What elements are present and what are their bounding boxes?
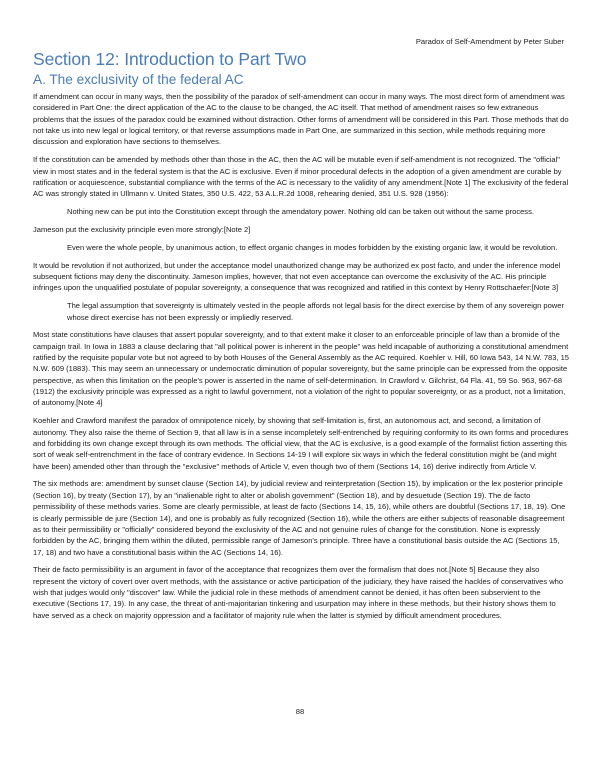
page-body	[33, 48, 570, 628]
paragraph: Jameson put the exclusivity principle even more strongly:[Note 2]	[33, 224, 251, 234]
paragraph: If amendment can occur in many ways, then the possibility of the paradox of self-amendment can occur in many ways. The most direct form of amendment was considered in Part One: the direct application of the AC to the clause to be changed, the AC itself. That method of amendment raises so few extraneous problems that the issues of the paradox could be examined without distraction. Other forms of amendment will be considered in this Part. Those methods that do not take us into new legal or logical territory, or that reverse assumptions made in Part One, are summarized in this section, while methods requiring more discussion and exploration have sections to themselves.	[33, 92, 569, 147]
block-quote: The legal assumption that sovereignty is ultimately vested in the people affords not legal basis for the direct exercise by them of any sovereign power whose direct exercise has not been expressly or impliedly reserved.	[67, 301, 564, 322]
section-title: Section 12: Introduction to Part Two	[33, 49, 307, 69]
paragraph: It would be revolution if not authorized, but under the acceptance model unauthorized change may be authorized ex post facto, and under the inference model subsequent fictions may deny the discontinuity. Jameson implies, however, that not even acceptance can overcome the exclusivity of the AC. His principle infringes upon the unqualified postulate of popular sovereignty, a consequence that was recognized and ratified in this context by Henry Rottschaefer:[Note 3]	[33, 260, 561, 293]
subsection-title: A. The exclusivity of the federal AC	[33, 72, 244, 87]
page-number: 88	[295, 707, 305, 716]
block-quote: Even were the whole people, by unanimous action, to effect organic changes in modes forbidden by the existing organic law, it would be revolution.	[67, 242, 558, 252]
paragraph: Koehler and Crawford manifest the paradox of omnipotence nicely, by showing that self-limitation is, first, an autonomous act, and second, a limitation of autonomy. They also raise the theme of Section 9, that all law is in a sense incompletely self-entrenched by requiring conformity to its own forms and procedures and forbidding its own change except through its own methods. The official view, that the AC is exclusive, is a good example of the formalist fiction asserting this sort of weak self-entrenchment in the face of contrary evidence. In Sections 14-19 I will explore six ways in which the federal constitution might be (and might have been) amended other than through the "exclusive" methods of Article V, even though two of them (Sections 14, 16) derive indirectly from Article V.	[33, 416, 569, 471]
paragraph: If the constitution can be amended by methods other than those in the AC, then the AC will be mutable even if self-amendment is not recognized. The "official" view in most states and in the federal system is that the AC is exclusive. Even if minor procedural defects in the adoption of a given amendment are curable by ratification or acquiescence, substantial compliance with the terms of the AC is necessary to the validity of any amendment.[Note 1] The exclusivity of the federal AC was strongly stated in Ullmann v. United States, 350 U.S. 422, 53 A.L.R.2d 1008, rehearing denied, 351 U.S. 928 (1956):	[33, 155, 569, 199]
running-head: Paradox of Self-Amendment by Peter Suber	[415, 37, 564, 46]
paragraph: Most state constitutions have clauses that assert popular sovereignty, and to that extent make it closer to an enforceable principle of law than a bromide of the campaign trail. In Iowa in 1883 a clause declaring that "all political power is inherent in the people" was held incapable of authorizing a constitutional amendment ratified by the requisite popular vote but not agreed to by both Houses of the General Assembly as the AC required. Koehler v. Hill, 60 Iowa 543, 14 N.W. 783, 15 N.W. 609 (1883). This may seem an unnecessary or undemocratic diminution of popular sovereignty, but the same principle can be expressed from the opposite perspective, as when this limitation on the people's power is asserted in the name of self-determination. In Crawford v. Gilchrist, 64 Fla. 41, 59 So. 963, 967-68 (1912) the exclusivity principle was expressed as a right to lawful government, not a violation of the right to popular sovereignty, or as a product, not a limitation, of autonomy.[Note 4]	[33, 330, 570, 408]
block-quote: Nothing new can be put into the Constitution except through the amendatory power. Nothing old can be taken out without the same process.	[67, 207, 534, 217]
paragraph: Their de facto permissibility is an argument in favor of the acceptance that recognizes them over the formalism that does not.[Note 5] Because they also represent the victory of covert over overt methods, with the assistance or active participation of the judiciary, they have raised the hackles of conservatives who wish that judges would only "discover" law. While the judicial role in these methods of amendment cannot be denied, it has often been subservient to the executive (Sections 17, 19). In any case, the threat of anti-majoritarian tinkering and usurpation may inhere in these methods, but their history shows them to have served as a check on majority oppression and a facilitator of majority rule when the latter is stymied by difficult amendment procedures.	[33, 565, 564, 620]
paragraph: The six methods are: amendment by sunset clause (Section 14), by judicial review and reinterpretation (Section 15), by implication or the lex posterior principle (Section 16), by treaty (Section 17), by an "inalienable right to alter or abolish government" (Section 18), and by desuetude (Section 19). The de facto permissibility of these methods varies. Some are clearly permissible, at least de facto (Sections 14, 15, 16), while others are doubtful (Sections 17, 18, 19). One is clearly permissible de jure (Section 14), and one is probably as fully recognized (Section 16), while the others are either subjects of reasonable disagreement as to their permissibility or "officially" considered beyond the exclusivity of the AC and not genuine rules of change for the constitution. None is expressly forbidden by the AC, bringing them within the diluted, permissible range of Jameson's principle. Three have a constitutional basis outside the AC (Sections 15, 17, 18) and two have a constitutional basis within the AC (Sections 14, 16).	[33, 479, 566, 557]
